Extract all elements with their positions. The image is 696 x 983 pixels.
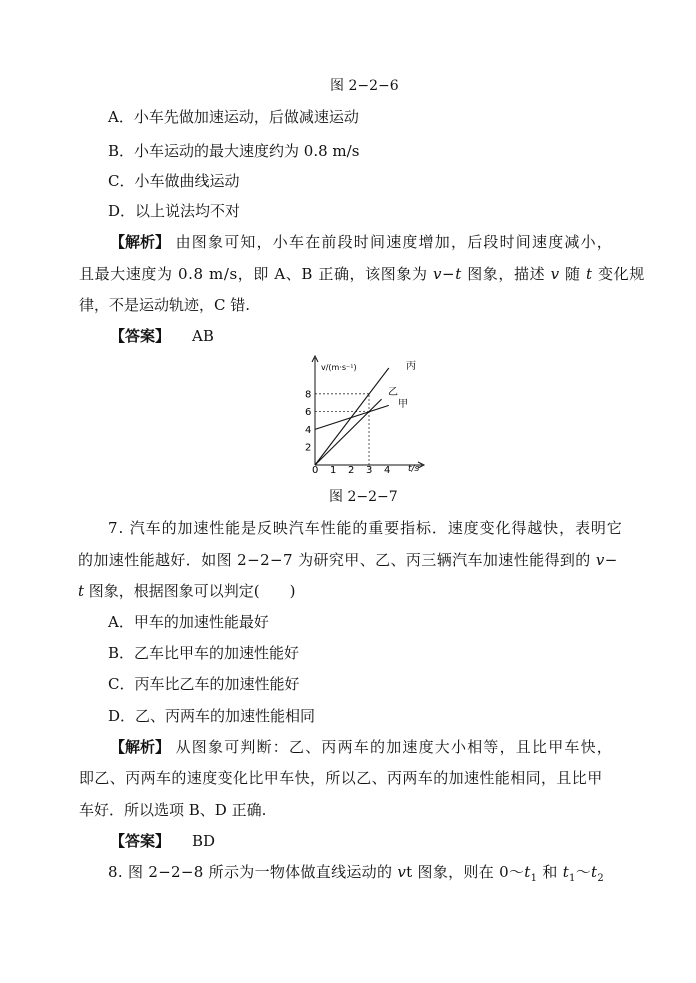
figure-caption: 图 2−2−7 bbox=[329, 489, 398, 505]
question-text: ～ bbox=[575, 863, 591, 881]
velocity-symbol: v bbox=[595, 551, 605, 569]
analysis-label: 【解析】 bbox=[110, 738, 171, 756]
option-b: B．乙车比甲车的加速性能好 bbox=[108, 644, 300, 662]
y-tick-label: 6 bbox=[305, 407, 312, 419]
x-tick-label: 3 bbox=[366, 465, 373, 476]
question-text: 和 bbox=[537, 863, 563, 881]
question-text: 图象，根据图象可以判定( ) bbox=[84, 582, 296, 600]
analysis-line bbox=[110, 232, 613, 252]
option-a: A．小车先做加速运动，后做减速运动 bbox=[108, 108, 359, 126]
series-line bbox=[315, 399, 382, 465]
analysis-label: 【解析】 bbox=[110, 233, 171, 251]
series-line bbox=[315, 368, 389, 465]
question-line bbox=[108, 518, 623, 538]
dash-symbol: − bbox=[604, 551, 618, 569]
analysis-text: 变化规 bbox=[592, 265, 645, 283]
subscript: 2 bbox=[597, 873, 604, 884]
y-tick-label: 8 bbox=[305, 389, 312, 401]
question-text: 7. 汽车的加速性能是反映汽车性能的重要指标．速度变化得越快，表明它 bbox=[108, 519, 623, 537]
option-d: D．以上说法均不对 bbox=[108, 202, 241, 220]
time-symbol: t bbox=[562, 863, 570, 881]
analysis-line bbox=[110, 737, 613, 757]
origin-label: 0 bbox=[312, 465, 319, 476]
time-symbol: t bbox=[455, 265, 462, 283]
y-tick-label: 2 bbox=[305, 442, 312, 454]
chart-series bbox=[315, 368, 389, 465]
answer-line bbox=[110, 831, 215, 851]
dash-symbol: − bbox=[442, 265, 456, 283]
y-tick-label: 4 bbox=[305, 424, 312, 436]
question-line bbox=[78, 581, 296, 601]
y-axis-label: v/(m·s⁻¹) bbox=[321, 363, 357, 372]
answer-value: BD bbox=[192, 832, 216, 850]
answer-value: AB bbox=[192, 327, 214, 345]
answer-label: 【答案】 bbox=[110, 832, 171, 850]
question-text: 的加速性能越好．如图 2−2−7 为研究甲、乙、丙三辆汽车加速性能得到的 bbox=[78, 551, 596, 569]
velocity-symbol: v bbox=[397, 863, 407, 881]
figure-caption: 图 2−2−6 bbox=[330, 78, 399, 94]
subscript: 1 bbox=[569, 873, 576, 884]
question-line bbox=[108, 862, 604, 889]
analysis-line: 即乙、丙两车的速度变化比甲车快，所以乙、丙两车的加速性能相同，且比甲 bbox=[79, 769, 603, 787]
option-a: A．甲车的加速性能最好 bbox=[108, 613, 269, 631]
subscript: 1 bbox=[530, 873, 538, 884]
analysis-text: 从图象可判断：乙、丙两车的加速度大小相等，且比甲车快， bbox=[175, 738, 613, 756]
analysis-text: 图象，描述 bbox=[461, 265, 551, 283]
option-d: D．乙、丙两车的加速性能相同 bbox=[108, 707, 316, 725]
x-tick-label: 1 bbox=[330, 465, 337, 476]
option-c: C．丙车比乙车的加速性能好 bbox=[108, 675, 300, 693]
question-line bbox=[78, 550, 618, 570]
x-axis-label: t/s bbox=[408, 464, 420, 474]
analysis-text: 由图象可知，小车在前段时间速度增加，后段时间速度减小， bbox=[175, 233, 613, 251]
analysis-text: 且最大速度为 0.8 m/s，即 A、B 正确，该图象为 bbox=[79, 265, 433, 283]
question-text: 8. 图 2−2−8 所示为一物体做直线运动的 bbox=[108, 863, 398, 881]
velocity-symbol: v bbox=[432, 265, 443, 283]
answer-line bbox=[110, 326, 214, 346]
option-c: C．小车做曲线运动 bbox=[108, 172, 240, 190]
velocity-symbol: v bbox=[550, 265, 560, 283]
analysis-line bbox=[79, 264, 645, 284]
series-line bbox=[315, 405, 389, 429]
series-label-jia: 甲 bbox=[398, 399, 408, 410]
x-tick-label: 2 bbox=[348, 465, 355, 476]
series-label-bing: 丙 bbox=[406, 361, 416, 372]
time-symbol: t bbox=[586, 265, 593, 283]
time-symbol: t bbox=[78, 582, 85, 600]
option-b: B．小车运动的最大速度约为 0.8 m/s bbox=[108, 142, 360, 160]
analysis-text: 随 bbox=[559, 265, 586, 283]
time-symbol: t bbox=[406, 863, 413, 881]
series-label-yi: 乙 bbox=[388, 387, 398, 398]
answer-label: 【答案】 bbox=[110, 327, 171, 345]
x-tick-label: 4 bbox=[384, 465, 391, 476]
velocity-time-chart bbox=[300, 352, 430, 477]
time-symbol: t bbox=[591, 863, 598, 881]
question-text: 图象，则在 0～ bbox=[412, 863, 525, 881]
time-symbol: t bbox=[524, 863, 531, 881]
analysis-line: 律，不是运动轨迹，C 错. bbox=[79, 296, 251, 314]
analysis-line: 车好．所以选项 B、D 正确. bbox=[79, 801, 267, 819]
